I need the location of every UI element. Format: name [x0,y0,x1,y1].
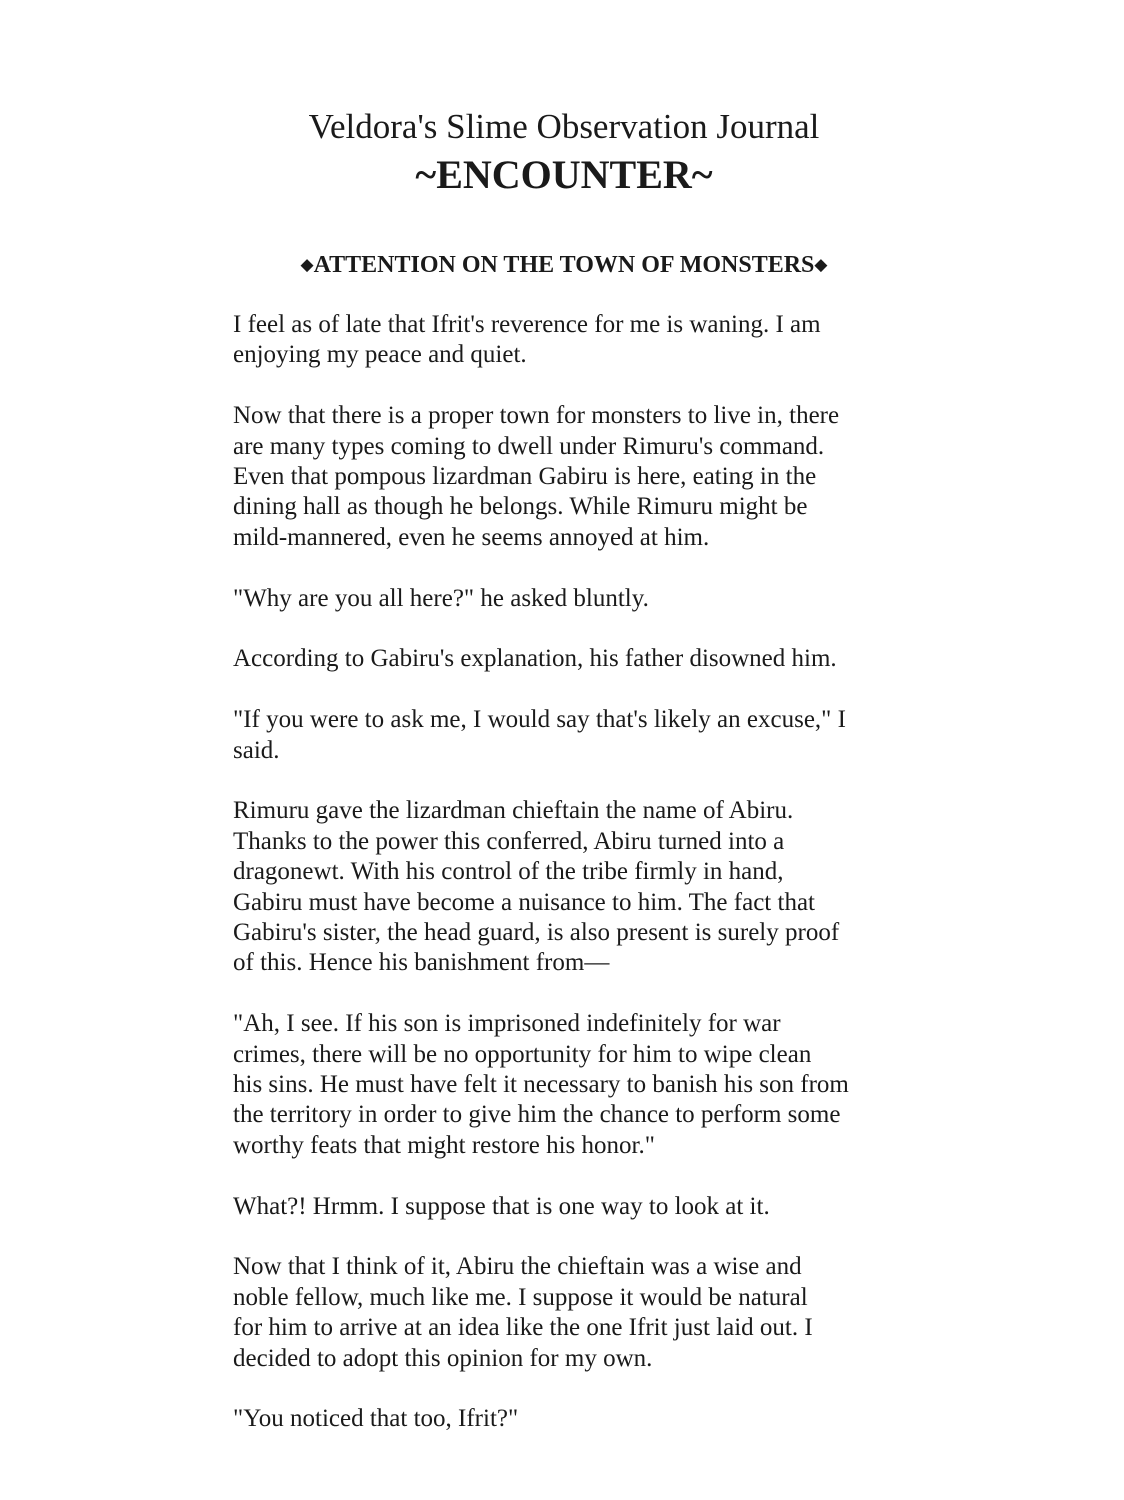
page-subtitle: ~ENCOUNTER~ [415,152,713,197]
paragraph: "You noticed that too, Ifrit?" [233,1405,519,1433]
title-block [0,104,1124,200]
page-title: Veldora's Slime Observation Journal [308,107,820,146]
section-heading [0,248,1124,282]
paragraph: I feel as of late that Ifrit's reverence for me is waning. I am enjoying my peace and quiet. [233,311,821,369]
paragraph: "Why are you all here?" he asked bluntly. [233,584,649,612]
paragraph: Now that there is a proper town for monsters to live in, there are many types coming to dwell under Rimuru's command. Even that pompous lizardman Gabiru is here, eating in the dining hall as though he belongs. While Rimuru might be mild-mannered, even he seems annoyed at him. [233,402,840,551]
section-heading-text: ATTENTION ON THE TOWN OF MONSTERS [313,252,815,278]
diamond-icon: ◆ [814,255,828,274]
paragraph: "Ah, I see. If his son is imprisoned indefinitely for war crimes, there will be no opportunity for him to wipe clean his sins. He must have felt it necessary to banish his son from the territory in order to give him the chance to perform some worthy feats that might restore his honor." [233,1010,849,1159]
paragraph: What?! Hrmm. I suppose that is one way to look at it. [233,1192,770,1220]
paragraph: Now that I think of it, Abiru the chieftain was a wise and noble fellow, much like me. I suppose it would be natural for him to arrive at an idea like the one Ifrit just laid out. I decided to adopt this opinion for my own. [233,1253,813,1372]
diamond-icon: ◆ [300,255,314,274]
paragraph: Rimuru gave the lizardman chieftain the name of Abiru. Thanks to the power this conferred, Abiru turned into a dragonewt. With his control of the tribe firmly in hand, Gabiru must have become a nuisance to him. The fact that Gabiru's sister, the head guard, is also present is surely proof of this. Hence his banishment from— [233,797,840,977]
paragraph: According to Gabiru's explanation, his father disowned him. [233,645,837,673]
body-text [233,310,901,1465]
paragraph: "If you were to ask me, I would say that's likely an excuse," I said. [233,706,846,764]
